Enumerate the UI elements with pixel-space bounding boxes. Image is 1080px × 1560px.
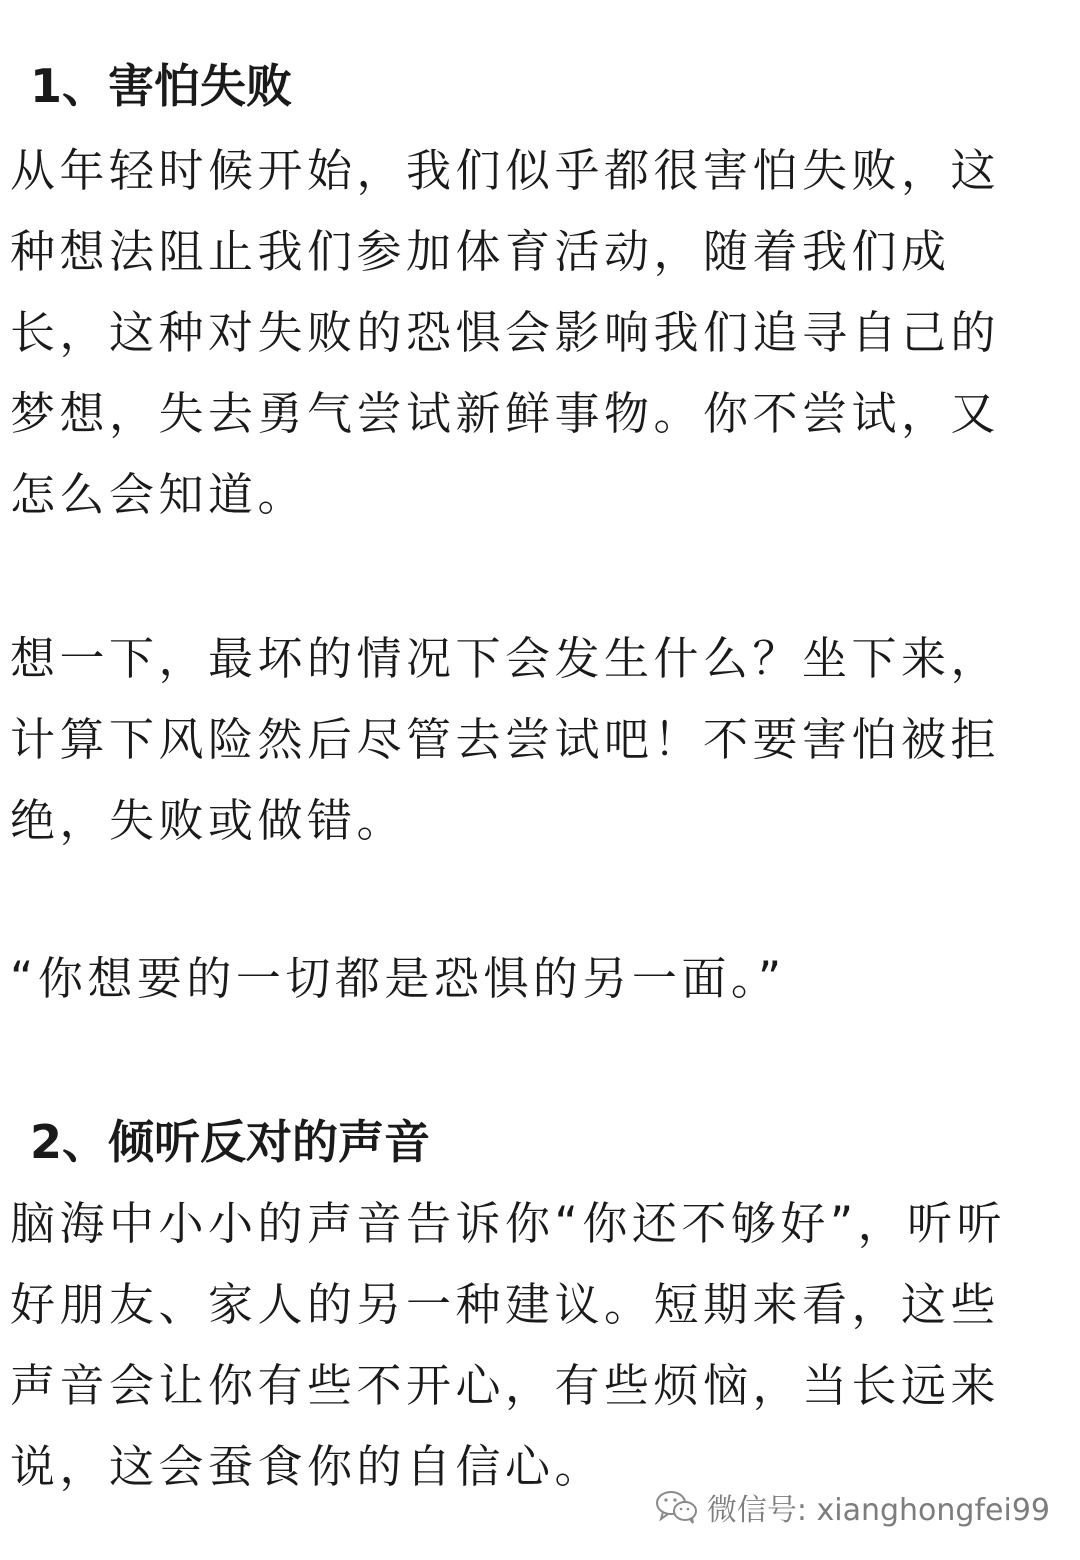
section-2-paragraph-1 (10, 1183, 1040, 1507)
text-line: 说，这会蚕食你的自信心。 (10, 1440, 605, 1493)
watermark-text: 微信号: xianghongfei99 (706, 1493, 1050, 1528)
text-line: 怎么会知道。 (10, 468, 308, 521)
text-line: 种想法阻止我们参加体育活动，随着我们成 (10, 225, 951, 278)
text-line: 从年轻时候开始，我们似乎都很害怕失败，这 (10, 144, 1001, 197)
section-1-paragraph-1 (10, 130, 1040, 535)
section-1-quote (10, 938, 1040, 1019)
text-line: 长，这种对失败的恐惧会影响我们追寻自己的 (10, 306, 1001, 359)
text-line: 声音会让你有些不开心，有些烦恼，当长远来 (10, 1359, 1001, 1412)
wechat-icon (655, 1489, 699, 1525)
text-line: 想一下，最坏的情况下会发生什么？坐下来， (10, 632, 1001, 685)
text-line: 梦想，失去勇气尝试新鲜事物。你不尝试，又 (10, 387, 1001, 440)
quote-text: “你想要的一切都是恐惧的另一面。” (10, 952, 786, 1005)
text-line: 好朋友、家人的另一种建议。短期来看，这些 (10, 1278, 1001, 1331)
section-2-heading: 2、倾听反对的声音 (30, 1115, 431, 1169)
section-1-paragraph-2 (10, 618, 1040, 861)
text-line: 脑海中小小的声音告诉你“你还不够好”，听听 (10, 1197, 1007, 1250)
wechat-watermark (655, 1485, 1050, 1529)
text-line: 绝，失败或做错。 (10, 794, 407, 847)
section-1-heading: 1、害怕失败 (30, 59, 293, 113)
text-line: 计算下风险然后尽管去尝试吧！不要害怕被拒 (10, 713, 1001, 766)
